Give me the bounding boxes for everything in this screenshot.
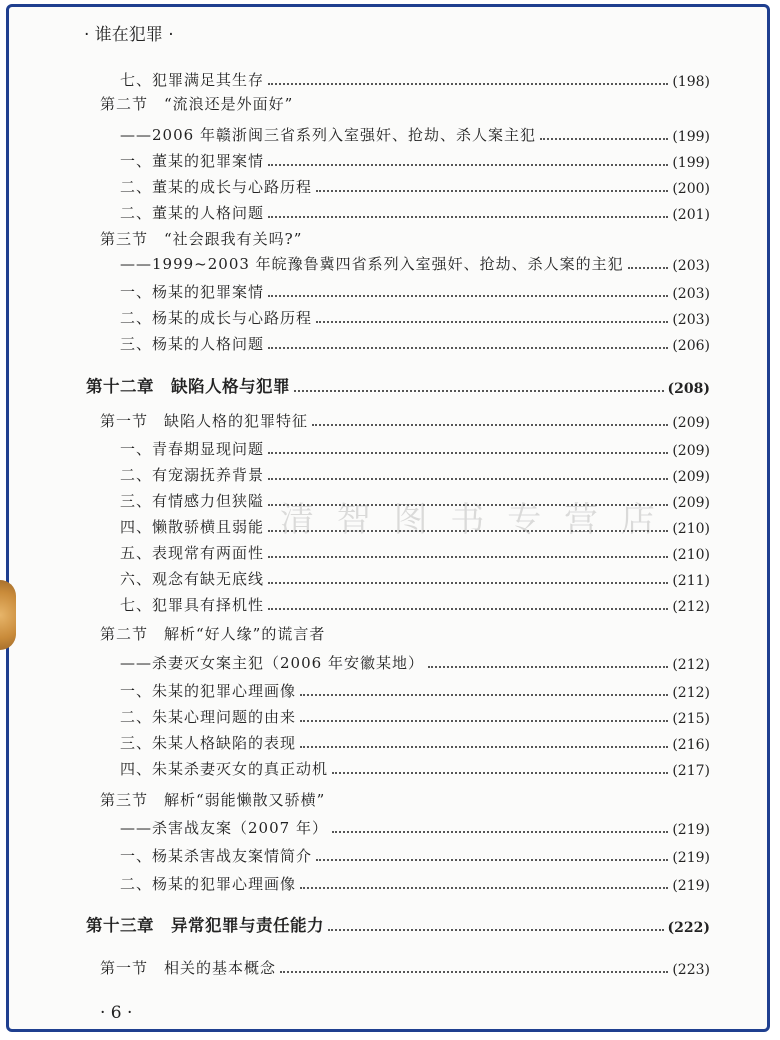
- toc-entry-item: [120, 433, 710, 459]
- dot-leader: [540, 137, 668, 140]
- toc-entry-page: (203): [672, 258, 710, 274]
- toc-entry-title: 三、朱某人格缺陷的表现: [120, 734, 297, 752]
- toc-entry-section: [100, 88, 710, 114]
- dot-leader: [312, 423, 668, 426]
- thumb-edge: [0, 580, 16, 650]
- toc-entry-section: [100, 405, 710, 431]
- toc-entry-section: [100, 223, 710, 249]
- running-header: · 谁在犯罪 ·: [84, 25, 174, 45]
- dot-leader: [332, 771, 668, 774]
- dot-leader: [316, 858, 668, 861]
- toc-entry-item: [120, 727, 710, 753]
- dot-leader: [300, 719, 668, 722]
- toc-entry-sub: [120, 119, 710, 145]
- toc-entry-section: [100, 952, 710, 978]
- toc-entry-title: 二、朱某心理问题的由来: [120, 708, 297, 726]
- dot-leader: [428, 665, 668, 668]
- toc-entry-title: 第一节 相关的基本概念: [100, 959, 277, 977]
- toc-entry-sub: [120, 812, 710, 838]
- toc-entry-page: (219): [672, 850, 710, 866]
- toc-entry-title: 第一节 缺陷人格的犯罪特征: [100, 412, 309, 430]
- dot-leader: [329, 638, 706, 639]
- toc-entry-page: (215): [672, 711, 710, 727]
- dot-leader: [297, 108, 706, 109]
- toc-entry-item: [120, 197, 710, 223]
- toc-entry-title: 七、犯罪具有择机性: [120, 596, 265, 614]
- dot-leader: [329, 804, 706, 805]
- toc-entry-page: (201): [672, 207, 710, 223]
- toc-entry-page: (211): [672, 573, 710, 589]
- toc-entry-page: (209): [672, 415, 710, 431]
- toc-entry-page: (199): [672, 155, 710, 171]
- toc-entry-title: 七、犯罪满足其生存: [120, 71, 265, 89]
- toc-entry-title: ——杀害战友案（2007 年）: [120, 819, 328, 837]
- toc-entry-page: (206): [672, 338, 710, 354]
- dot-leader: [628, 266, 669, 269]
- toc-entry-title: 四、懒散骄横且弱能: [120, 518, 265, 536]
- toc-entry-page: (223): [672, 962, 710, 978]
- toc-entry-page: (198): [672, 74, 710, 90]
- toc-entry-title: 第十三章 异常犯罪与责任能力: [86, 916, 324, 935]
- toc-entry-page: (217): [672, 763, 710, 779]
- toc-entry-title: 四、朱某杀妻灭女的真正动机: [120, 760, 329, 778]
- toc-entry-item: [120, 675, 710, 701]
- dot-leader: [268, 555, 668, 558]
- toc-entry-title: 一、杨某杀害战友案情简介: [120, 847, 313, 865]
- toc-entry-title: 六、观念有缺无底线: [120, 570, 265, 588]
- toc-entry-title: ——1999~2003 年皖豫鲁冀四省系列入室强奸、抢劫、杀人案的主犯: [120, 255, 624, 273]
- toc-entry-title: 一、青春期显现问题: [120, 440, 265, 458]
- dot-leader: [268, 346, 668, 349]
- toc-entry-title: 二、杨某的犯罪心理画像: [120, 875, 297, 893]
- toc-entry-sub: [120, 248, 710, 274]
- toc-entry-item: [120, 171, 710, 197]
- toc-entry-item: [120, 145, 710, 171]
- dot-leader: [300, 886, 668, 889]
- dot-leader: [268, 82, 668, 85]
- page-number: · 6 ·: [100, 1003, 133, 1023]
- toc-entry-title: 第三节 “社会跟我有关吗?”: [100, 230, 303, 248]
- toc-entry-title: 第十二章 缺陷人格与犯罪: [86, 377, 290, 396]
- toc-entry-page: (222): [667, 920, 710, 936]
- toc-entry-chapter: [86, 371, 710, 397]
- toc-entry-item: [120, 276, 710, 302]
- toc-entry-page: (209): [672, 469, 710, 485]
- dot-leader: [268, 451, 668, 454]
- toc-entry-item: [120, 563, 710, 589]
- toc-entry-title: 二、董某的人格问题: [120, 204, 265, 222]
- dot-leader: [294, 389, 664, 392]
- dot-leader: [268, 581, 668, 584]
- dot-leader: [300, 693, 668, 696]
- toc-entry-title: 第三节 解析“弱能懒散又骄横”: [100, 791, 326, 809]
- toc-entry-item: [120, 302, 710, 328]
- toc-entry-page: (203): [672, 312, 710, 328]
- toc-entry-page: (219): [672, 878, 710, 894]
- dot-leader: [300, 745, 668, 748]
- dot-leader: [316, 189, 668, 192]
- toc-entry-section: [100, 784, 710, 810]
- toc-entry-page: (210): [672, 521, 710, 537]
- dot-leader: [268, 163, 668, 166]
- dot-leader: [316, 320, 668, 323]
- toc-entry-page: (219): [672, 822, 710, 838]
- toc-entry-item: [120, 64, 710, 90]
- toc-entry-page: (209): [672, 495, 710, 511]
- toc-entry-item: [120, 840, 710, 866]
- toc-entry-page: (199): [672, 129, 710, 145]
- toc-entry-item: [120, 701, 710, 727]
- toc-entry-title: ——杀妻灭女案主犯（2006 年安徽某地）: [120, 654, 424, 672]
- toc-entry-page: (208): [667, 381, 710, 397]
- toc-entry-item: [120, 589, 710, 615]
- toc-entry-title: 一、杨某的犯罪案情: [120, 283, 265, 301]
- toc-entry-item: [120, 328, 710, 354]
- toc-entry-section: [100, 618, 710, 644]
- toc-entry-title: 一、董某的犯罪案情: [120, 152, 265, 170]
- toc-entry-title: 第二节 解析“好人缘”的谎言者: [100, 625, 326, 643]
- toc-entry-page: (203): [672, 286, 710, 302]
- toc-entry-item: [120, 459, 710, 485]
- toc-entry-chapter: [86, 910, 710, 936]
- toc-entry-title: 第二节 “流浪还是外面好”: [100, 95, 294, 113]
- toc-entry-item: [120, 753, 710, 779]
- toc-entry-title: 二、杨某的成长与心路历程: [120, 309, 313, 327]
- toc-entry-title: 二、有宠溺抚养背景: [120, 466, 265, 484]
- toc-entry-title: ——2006 年赣浙闽三省系列入室强奸、抢劫、杀人案主犯: [120, 126, 536, 144]
- dot-leader: [268, 215, 668, 218]
- toc-entry-title: 一、朱某的犯罪心理画像: [120, 682, 297, 700]
- dot-leader: [280, 970, 668, 973]
- toc-entry-title: 三、杨某的人格问题: [120, 335, 265, 353]
- dot-leader: [332, 830, 668, 833]
- toc-entry-sub: [120, 647, 710, 673]
- toc-entry-page: (209): [672, 443, 710, 459]
- toc-entry-page: (212): [672, 685, 710, 701]
- toc-entry-page: (212): [672, 657, 710, 673]
- dot-leader: [268, 607, 668, 610]
- dot-leader: [268, 294, 668, 297]
- toc-entry-title: 三、有情感力但狭隘: [120, 492, 265, 510]
- toc-entry-item: [120, 868, 710, 894]
- toc-entry-page: (210): [672, 547, 710, 563]
- toc-entry-page: (200): [672, 181, 710, 197]
- dot-leader: [268, 477, 668, 480]
- watermark: 清 智 图 书 专 营 店: [280, 500, 661, 540]
- dot-leader: [306, 243, 706, 244]
- toc-entry-page: (212): [672, 599, 710, 615]
- toc-entry-title: 二、董某的成长与心路历程: [120, 178, 313, 196]
- toc-entry-page: (216): [672, 737, 710, 753]
- dot-leader: [328, 928, 664, 931]
- toc-entry-title: 五、表现常有两面性: [120, 544, 265, 562]
